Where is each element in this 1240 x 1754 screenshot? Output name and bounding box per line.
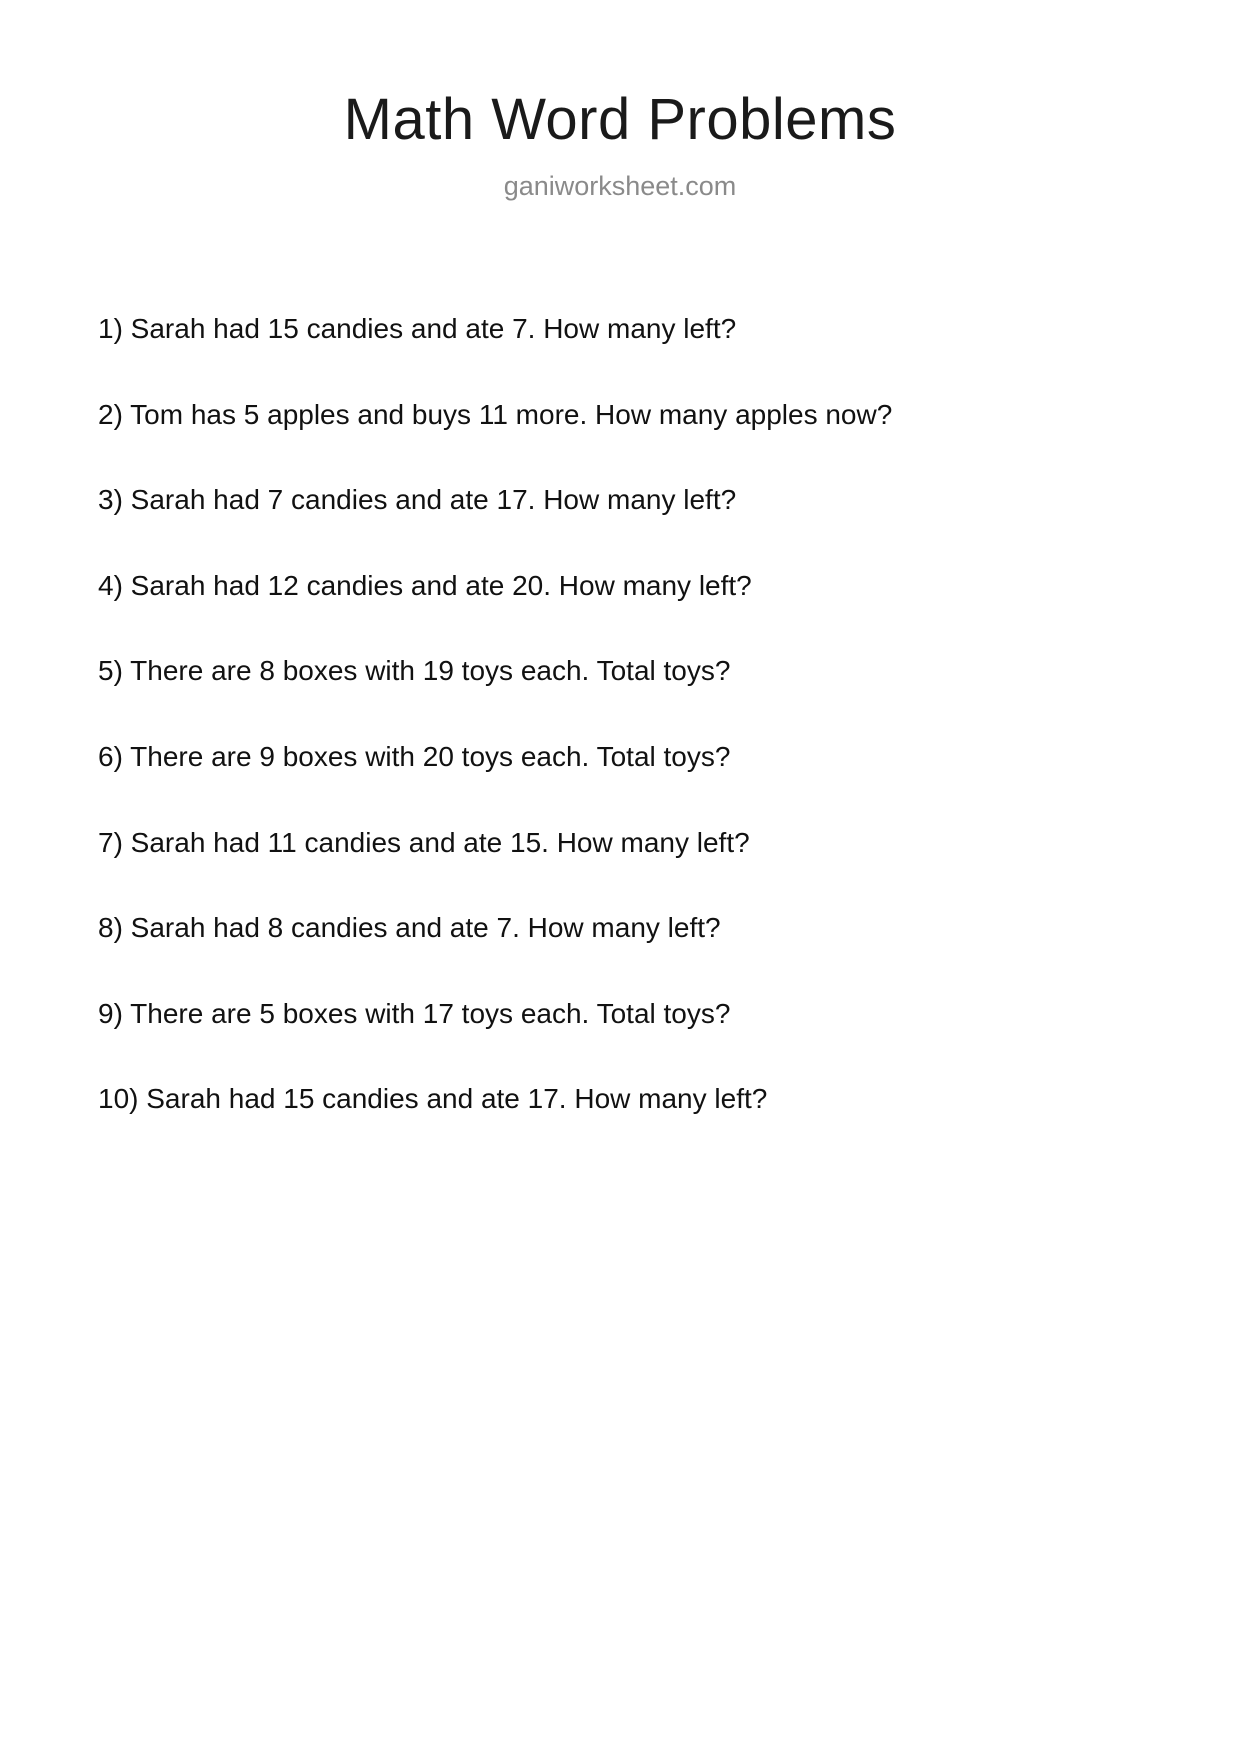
list-item: 4) Sarah had 12 candies and ate 20. How many left? — [98, 569, 752, 601]
list-item: 1) Sarah had 15 candies and ate 7. How many left? — [98, 313, 737, 344]
list-item: 3) Sarah had 7 candies and ate 17. How many left? — [98, 484, 737, 516]
list-item: 9) There are 5 boxes with 17 toys each. Total toys? — [98, 997, 731, 1029]
list-item: 10) Sarah had 15 candies and ate 17. How many left? — [98, 1083, 768, 1115]
site-attribution: ganiworksheet.com — [503, 171, 737, 201]
page-title: Math Word Problems — [343, 87, 897, 152]
list-item: 8) Sarah had 8 candies and ate 7. How many left? — [98, 912, 721, 944]
list-item: 6) There are 9 boxes with 20 toys each. Total toys? — [98, 740, 731, 772]
list-item: 2) Tom has 5 apples and buys 11 more. How many apples now? — [98, 398, 893, 430]
list-item: 5) There are 8 boxes with 19 toys each. Total toys? — [98, 655, 731, 687]
problem-list — [0, 312, 1240, 1116]
list-item: 7) Sarah had 11 candies and ate 15. How many left? — [98, 826, 750, 858]
